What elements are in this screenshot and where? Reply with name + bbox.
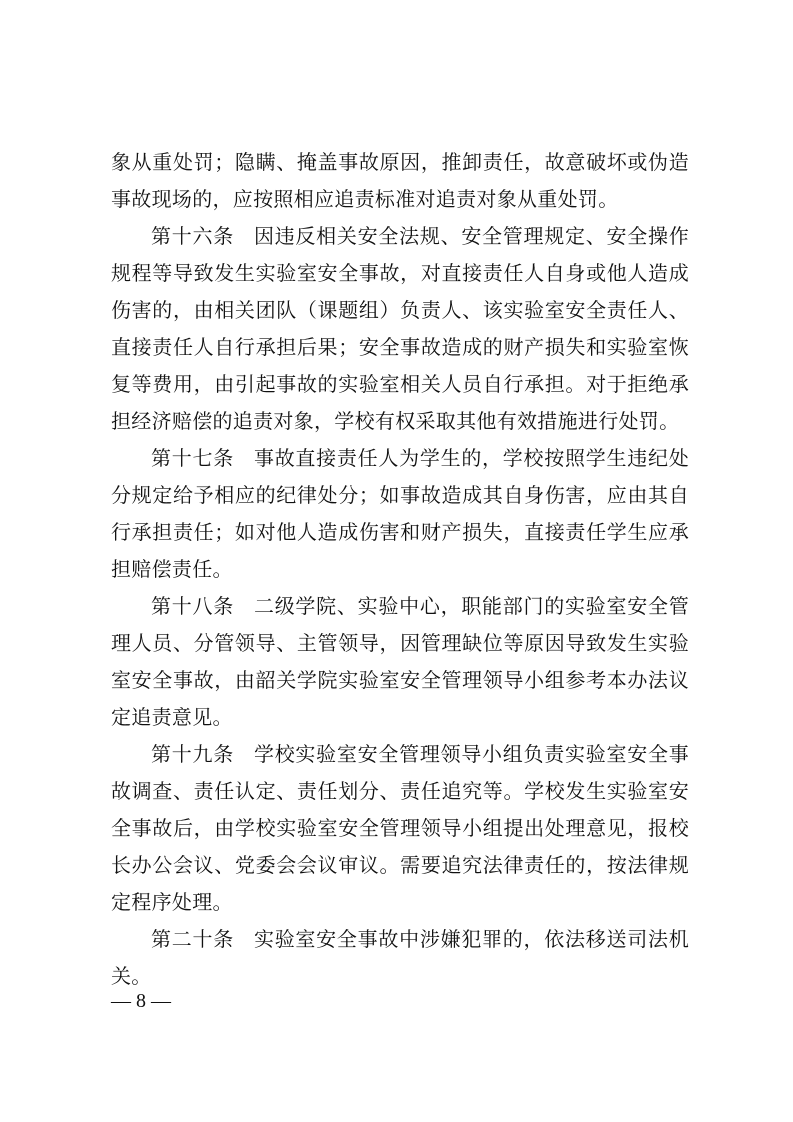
document-body: [111, 144, 689, 995]
article-20: [111, 921, 689, 995]
article-16: [111, 218, 689, 440]
article-label: 第十七条: [151, 446, 234, 470]
article-19: [111, 736, 689, 921]
article-label: 第十八条: [151, 594, 234, 618]
article-text: 实验室安全事故中涉嫌犯罪的，依法移送司法机关。: [111, 927, 689, 988]
article-18: [111, 588, 689, 736]
article-label: 第十六条: [151, 224, 234, 248]
article-label: 第十九条: [151, 742, 234, 766]
article-label: 第二十条: [151, 927, 234, 951]
article-text: 学校实验室安全管理领导小组负责实验室安全事故调查、责任认定、责任划分、责任追究等。学校发生实验室安全事故后，由学校实验室安全管理领导小组提出处理意见，报校长办公会议、党委会会议审议。需要追究法律责任的，按法律规定程序处理。: [111, 742, 689, 914]
article-text: 因违反相关安全法规、安全管理规定、安全操作规程等导致发生实验室安全事故，对直接责任人自身或他人造成伤害的，由相关团队（课题组）负责人、该实验室安全责任人、直接责任人自行承担后果；安全事故造成的财产损失和实验室恢复等费用，由引起事故的实验室相关人员自行承担。对于拒绝承担经济赔偿的追责对象，学校有权采取其他有效措施进行处罚。: [111, 224, 689, 433]
article-text: 事故直接责任人为学生的，学校按照学生违纪处分规定给予相应的纪律处分；如事故造成其自身伤害，应由其自行承担责任；如对他人造成伤害和财产损失，直接责任学生应承担赔偿责任。: [111, 446, 689, 581]
article-text: 二级学院、实验中心，职能部门的实验室安全管理人员、分管领导、主管领导，因管理缺位等原因导致发生实验室安全事故，由韶关学院实验室安全管理领导小组参考本办法议定追责意见。: [111, 594, 689, 729]
paragraph-text: 象从重处罚；隐瞒、掩盖事故原因，推卸责任，故意破坏或伪造事故现场的，应按照相应追责标准对追责对象从重处罚。: [111, 150, 689, 211]
article-17: [111, 440, 689, 588]
page-number: — 8 —: [111, 990, 171, 1012]
continued-paragraph: [111, 144, 689, 218]
